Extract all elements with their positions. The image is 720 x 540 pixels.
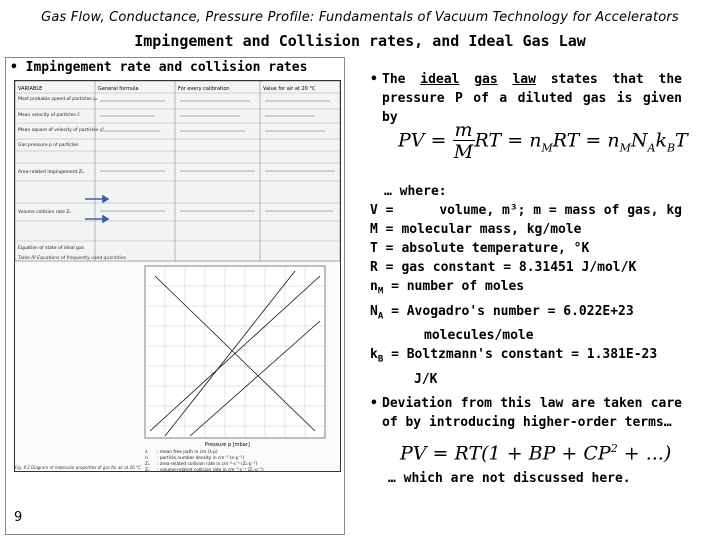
table-row-label: Equation of state of ideal gas	[18, 246, 84, 251]
chart-legend-sym: Zₐ	[145, 462, 150, 467]
table-col-header: VARIABLE	[18, 86, 43, 92]
table-caption: Table IV Equations of frequently used quantities	[18, 256, 126, 261]
table-col-header: For every calibration	[178, 86, 230, 92]
molecular-chart-frame	[145, 266, 325, 438]
ideal-gas-law-formula: PV = $\frac{m}{M}$ RT = $n_MRT = n_MN_Ak_BT$	[398, 119, 688, 163]
chart-legend-sym: Zᵥ	[145, 468, 150, 471]
page-number: 9	[14, 510, 23, 525]
chart-legend-text: : area-related collision rate in cm⁻²·s⁻¹ (Zₐ·p⁻¹)	[157, 462, 258, 467]
variable-definitions: … where: V = volume, m³; m = mass of gas, kg M = molecular mass, kg/mole T = absolute temperature, °K R = gas constant = 8.31451 J/mol/K $n_M$ = number of moles $N_A$ = Avogadro's number = 6.022E+23 molecules/mole $k_B$ = Boltzmann's constant = 1.381E-23 J/K	[370, 184, 682, 387]
chart-legend-sym: n	[145, 456, 148, 461]
slide-header: Gas Flow, Conductance, Pressure Profile: Fundamentals of Vacuum Technology for Accelerators	[41, 10, 679, 25]
table-row-label: Volume collision rate Zᵥ	[18, 210, 72, 215]
table-col-header: Value for air at 20 °C	[263, 86, 316, 92]
table-svg	[15, 81, 340, 471]
bullet-deviation: • Deviation from this law are taken care of by introducing higher-order terms…	[370, 396, 682, 430]
closing-note: … which are not discussed here.	[388, 471, 631, 486]
bullet-ideal-gas: • The ideal gas law states that the pressure P of a diluted gas is given by	[370, 72, 683, 125]
virial-formula: PV = RT(1 + BP + $CP^2$ + ...)	[400, 442, 672, 465]
table-row-label: Most probable speed of particles cₚ	[18, 97, 98, 102]
formula-table-figure	[14, 80, 341, 472]
chart-xlabel: Pressure p [mbar]	[205, 442, 250, 448]
table-row-label: Mean square of velocity of particles c²	[18, 128, 105, 133]
chart-legend-text: : particle number density in cm⁻³ (n·p⁻¹)	[157, 456, 244, 461]
table-row-label: Gas pressure p of particles	[18, 143, 79, 148]
chart-legend-text: : mean free path in cm (λ·p)	[157, 450, 218, 455]
chart-legend-text: : volume-related collision rate in cm⁻³·s⁻¹ (Zᵥ·p⁻²)	[157, 468, 264, 471]
left-heading: • Impingement rate and collision rates	[10, 60, 308, 75]
table-row-label: Mean velocity of particles c̄	[18, 113, 80, 118]
table-col-header: General formula	[98, 86, 139, 92]
chart-legend-sym: λ	[145, 450, 148, 455]
slide-subtitle: Impingement and Collision rates, and Ideal Gas Law	[134, 32, 586, 50]
table-row-label: Area-related impingement Zₐ	[18, 170, 84, 175]
chart-caption: Fig. 9.2 Diagram of molecular properties of gas for air at 20 °C	[15, 465, 141, 470]
